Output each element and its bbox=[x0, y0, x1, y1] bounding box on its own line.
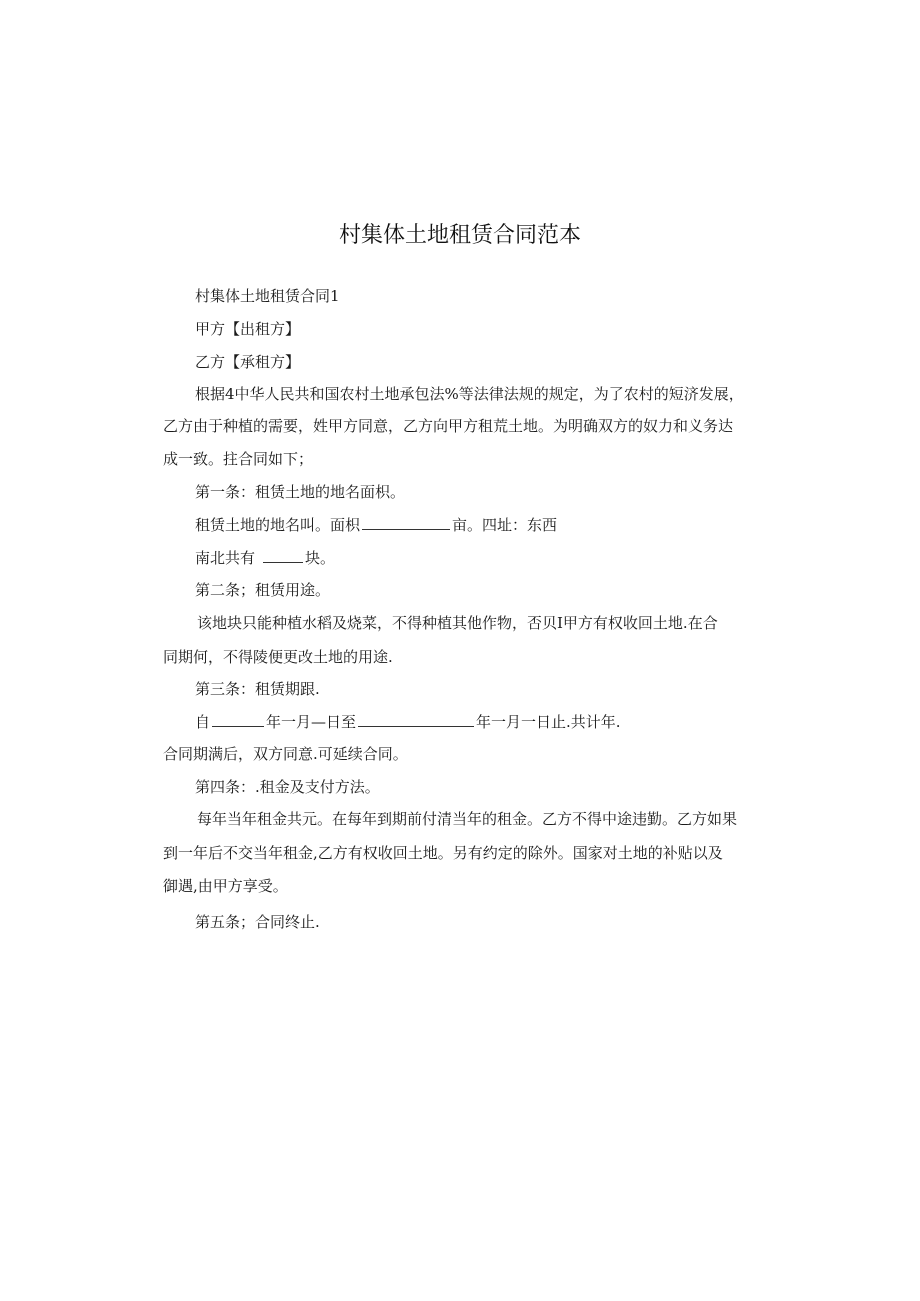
preamble-line-1: 根据4中华人民共和国农村土地承包法%等法律法规的规定，为了农村的短济发展， bbox=[195, 385, 744, 403]
party-b-label: 乙方【承租方】 bbox=[195, 353, 301, 371]
article-4-line-3: 御遇,由甲方享受。 bbox=[163, 877, 288, 895]
end-year-blank bbox=[358, 712, 474, 727]
article-3-line-1 bbox=[195, 712, 621, 732]
area-blank bbox=[362, 515, 450, 530]
article-3-text-a: 自 bbox=[195, 713, 211, 731]
article-2-heading: 第二条；租赁用途。 bbox=[195, 581, 331, 599]
article-4-line-1: 每年当年租金共元。在每年到期前付清当年的租金。乙方不得中途违勤。乙方如果 bbox=[197, 810, 738, 828]
article-1-text-b: 亩。四址：东西 bbox=[452, 516, 558, 534]
article-3-line-2: 合同期满后，双方同意.可延续合同。 bbox=[163, 745, 408, 763]
article-2-line-2: 同期何，不得陵便更改土地的用途. bbox=[163, 648, 393, 666]
article-1-line-2 bbox=[195, 548, 335, 568]
article-3-heading: 第三条：租赁期跟. bbox=[195, 680, 320, 698]
contract-heading: 村集体土地租赁合同1 bbox=[195, 287, 340, 305]
article-3-text-c: 年一月一日止.共计年. bbox=[476, 713, 621, 731]
article-1-line-1 bbox=[195, 515, 557, 535]
article-2-line-1: 该地块只能种植水稻及烧菜，不得种植其他作物，否贝I甲方有权收回土地.在合 bbox=[197, 614, 718, 632]
start-year-blank bbox=[212, 712, 264, 727]
article-1-text-a: 租赁土地的地名叫。面枳 bbox=[195, 516, 361, 534]
article-5-heading: 第五条；合同终止. bbox=[195, 913, 320, 931]
document-title: 村集体土地租赁合同范本 bbox=[338, 223, 581, 248]
article-1-text-c: 南北共有 bbox=[195, 549, 256, 567]
preamble-line-3: 成一致。拄合同如下； bbox=[163, 450, 314, 468]
preamble-line-2: 乙方由于种植的需要，姓甲方同意，乙方向甲方租荒土地。为明确双方的奴力和义务达 bbox=[163, 417, 734, 435]
article-4-line-2: 到一年后不交当年租金,乙方有权收回土地。另有约定的除外。国家对土地的补贴以及 bbox=[163, 844, 723, 862]
article-1-text-d: 块。 bbox=[305, 549, 336, 567]
article-3-text-b: 年一月—日至 bbox=[266, 713, 357, 731]
article-4-heading: 第四条：.租金及支付方法。 bbox=[195, 778, 380, 796]
party-a-label: 甲方【出租方】 bbox=[195, 320, 301, 338]
plot-count-blank bbox=[263, 548, 303, 563]
article-1-heading: 第一条：租赁土地的地名面枳。 bbox=[195, 483, 406, 501]
